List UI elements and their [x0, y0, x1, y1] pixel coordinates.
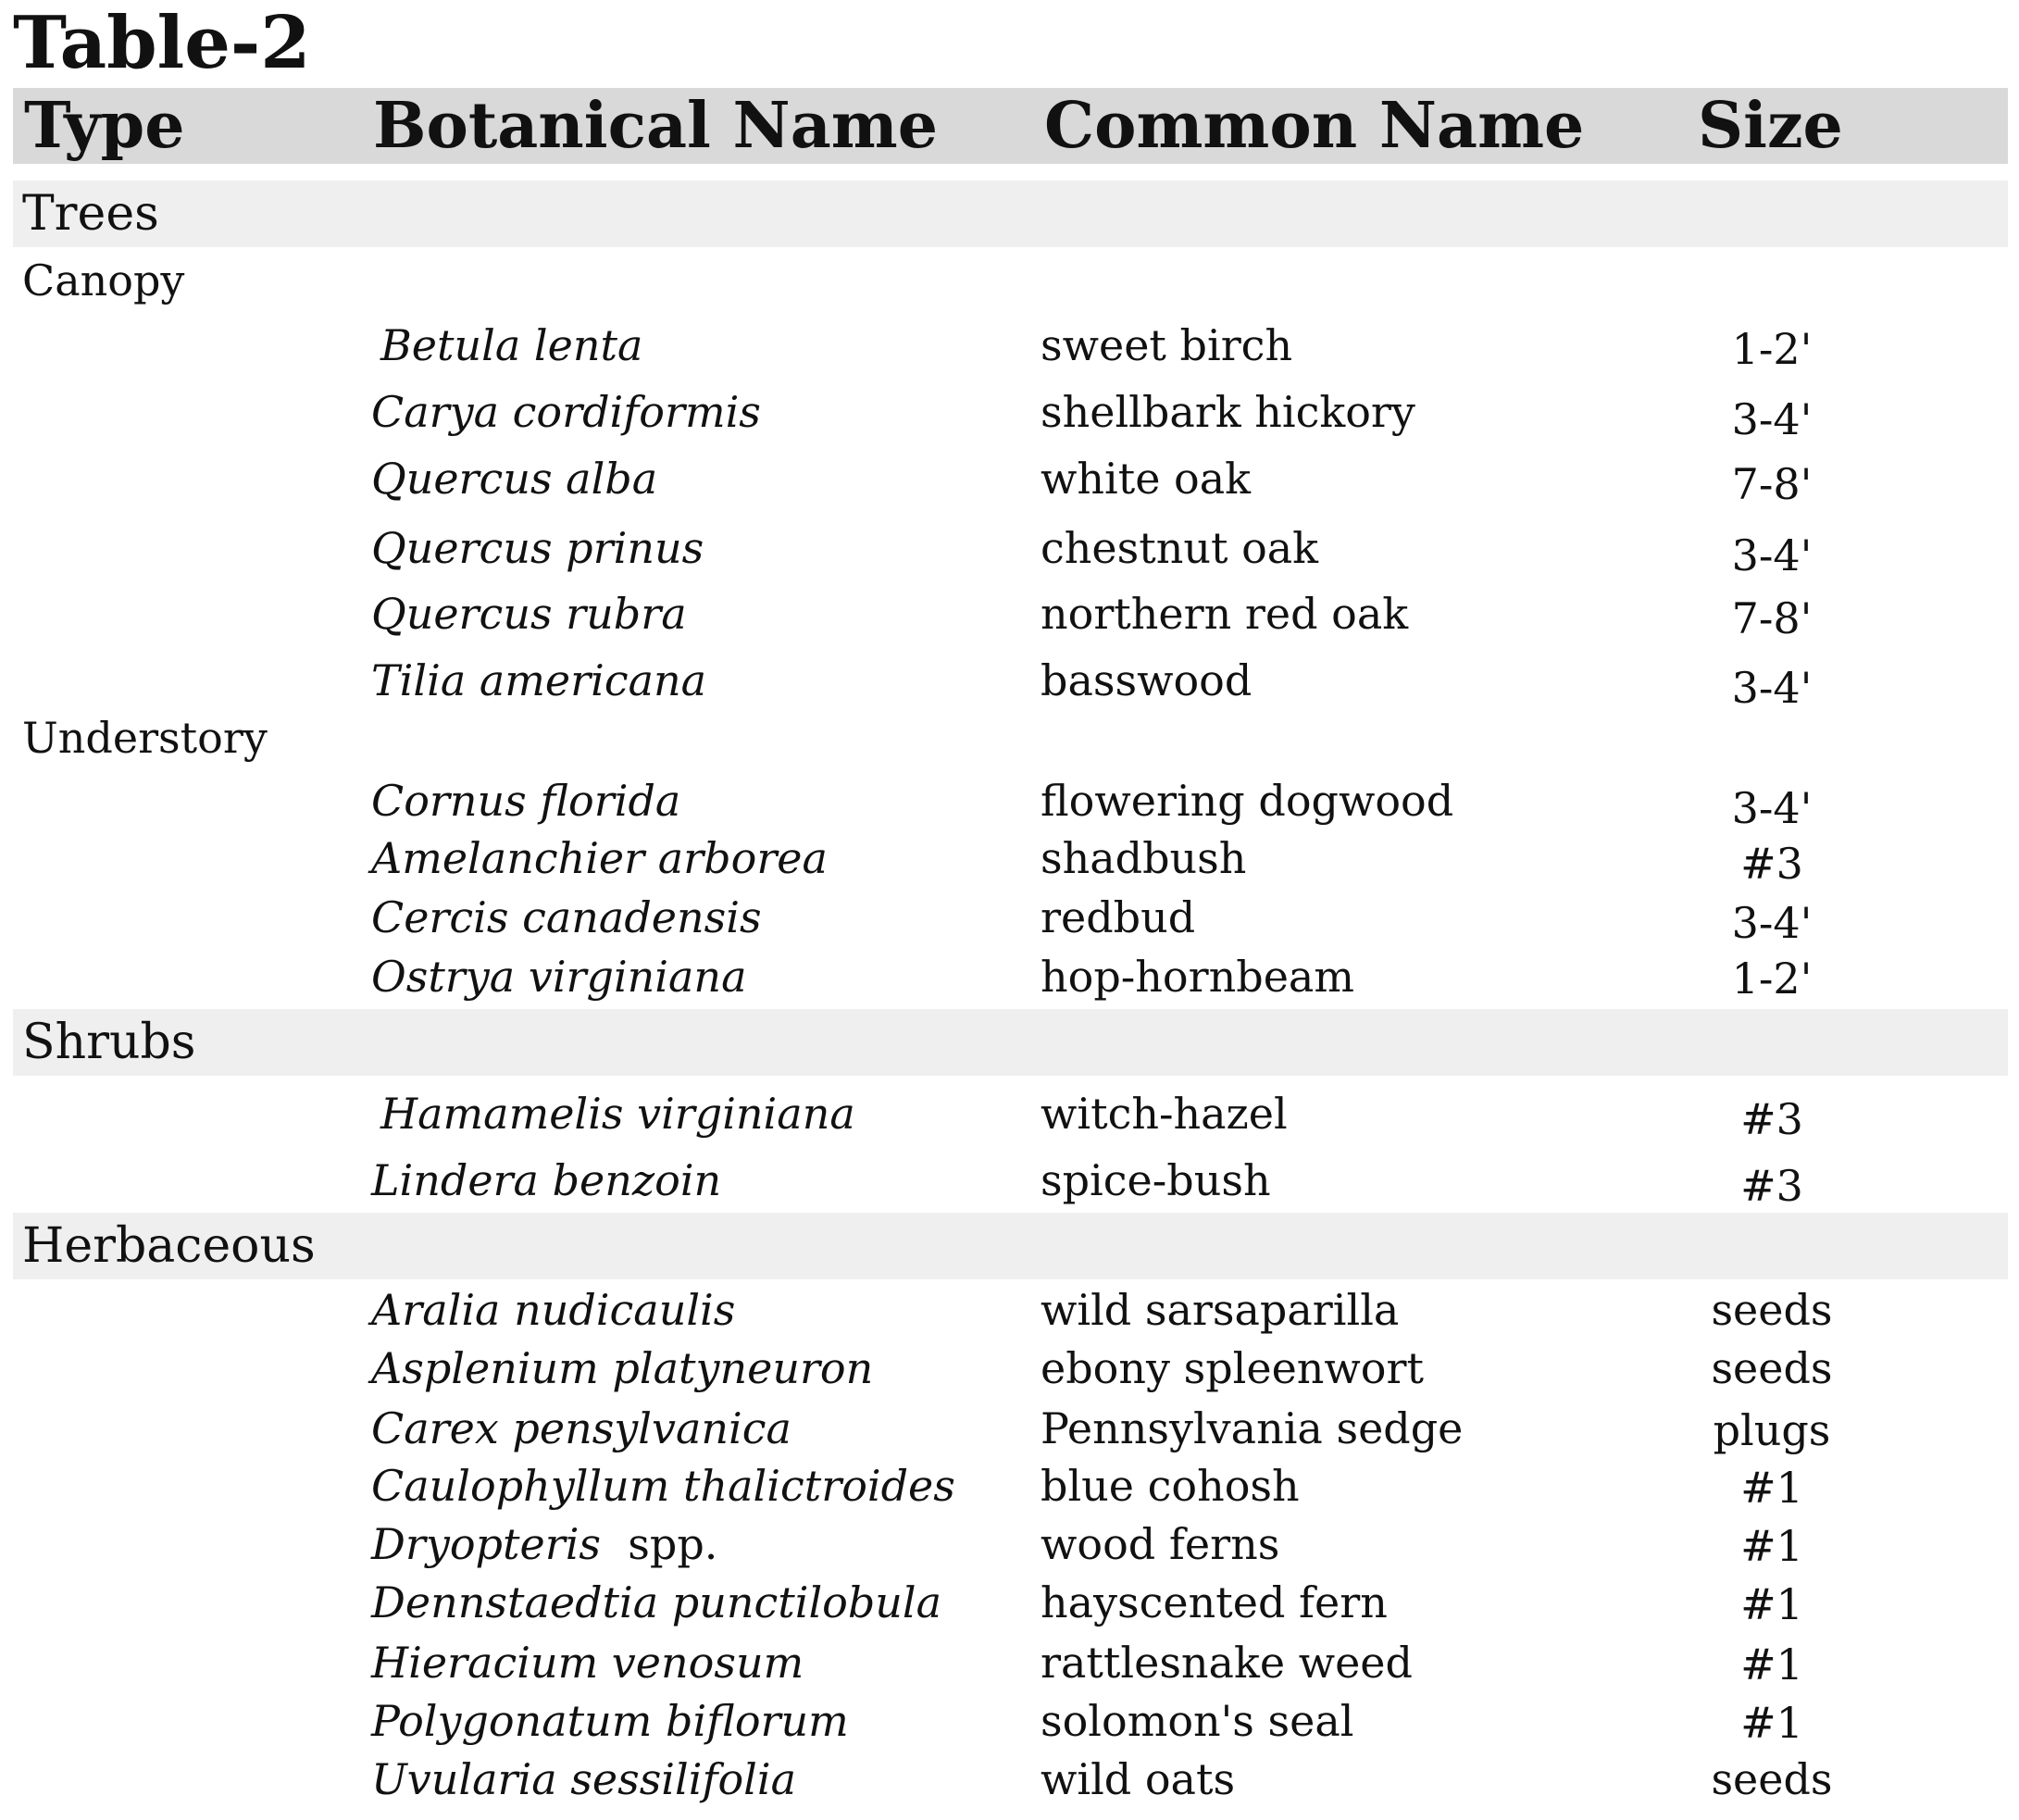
size-value: #1 [1740, 1639, 1803, 1689]
botanical-name: Carex pensylvanica [371, 1403, 791, 1453]
header-size: Size [1698, 89, 1843, 163]
group-label-trees: Trees [22, 186, 159, 242]
common-name: spice-bush [1041, 1155, 1271, 1205]
botanical-name: Uvularia sessilifolia [371, 1754, 797, 1804]
botanical-suffix: spp. [628, 1519, 718, 1569]
common-name: solomon's seal [1041, 1696, 1354, 1746]
botanical-name: Amelanchier arborea [371, 833, 828, 883]
botanical-name: Cornus florida [371, 776, 681, 826]
common-name: wild oats [1041, 1754, 1236, 1804]
common-name: northern red oak [1041, 589, 1409, 639]
size-value: 3-4' [1731, 898, 1813, 948]
size-value: 1-2' [1731, 954, 1813, 1003]
botanical-name: Hamamelis virginiana [380, 1089, 855, 1139]
botanical-name: Tilia americana [371, 655, 707, 705]
botanical-name: Cercis canadensis [371, 892, 762, 942]
common-name: rattlesnake weed [1041, 1638, 1413, 1688]
common-name: hop-hornbeam [1041, 952, 1354, 1002]
botanical-name: Quercus alba [371, 454, 658, 504]
size-value: seeds [1711, 1285, 1833, 1335]
botanical-name: Aralia nudicaulis [371, 1285, 736, 1335]
common-name: chestnut oak [1041, 523, 1319, 573]
common-name: ebony spleenwort [1041, 1343, 1424, 1393]
table-header [13, 88, 2008, 164]
size-value: #3 [1740, 1094, 1803, 1144]
size-value: #1 [1740, 1463, 1803, 1513]
botanical-name: Dennstaedtia punctilobula [371, 1577, 942, 1627]
common-name: redbud [1041, 892, 1196, 942]
common-name: shadbush [1041, 833, 1247, 883]
table-title: Table-2 [13, 1, 311, 85]
size-value: 7-8' [1731, 593, 1813, 643]
size-value: #3 [1740, 839, 1803, 889]
size-value: seeds [1711, 1343, 1833, 1393]
common-name: flowering dogwood [1041, 776, 1454, 826]
size-value: 7-8' [1731, 459, 1813, 509]
common-name: basswood [1041, 655, 1253, 705]
size-value: #1 [1740, 1521, 1803, 1571]
size-value: #3 [1740, 1161, 1803, 1211]
common-name: wood ferns [1041, 1519, 1280, 1569]
group-band-trees [13, 181, 2008, 247]
common-name: shellbark hickory [1041, 387, 1415, 437]
botanical-name: Hieracium venosum [371, 1638, 804, 1688]
botanical-name: Asplenium platyneuron [371, 1343, 874, 1393]
botanical-name: Carya cordiformis [371, 387, 761, 437]
common-name: Pennsylvania sedge [1041, 1403, 1464, 1453]
size-value: 1-2' [1731, 324, 1813, 374]
size-value: 3-4' [1731, 663, 1813, 713]
group-label-shrubs: Shrubs [22, 1015, 196, 1070]
common-name: witch-hazel [1041, 1089, 1288, 1139]
size-value: 3-4' [1731, 394, 1813, 444]
group-band-shrubs [13, 1009, 2008, 1076]
size-value: plugs [1713, 1405, 1831, 1455]
botanical-name: Quercus prinus [371, 523, 704, 573]
botanical-name: Polygonatum biflorum [371, 1696, 849, 1746]
size-value: #1 [1740, 1698, 1803, 1748]
common-name: hayscented fern [1041, 1577, 1388, 1627]
botanical-name: Quercus rubra [371, 589, 687, 639]
group-label-herbaceous: Herbaceous [22, 1218, 316, 1274]
botanical-name: Betula lenta [380, 320, 643, 370]
botanical-name: Caulophyllum thalictroides [371, 1461, 955, 1511]
header-botanical-name: Botanical Name [373, 89, 938, 163]
group-band-herbaceous [13, 1213, 2008, 1279]
botanical-name: Lindera benzoin [371, 1155, 722, 1205]
botanical-genus: Dryopteris [371, 1519, 602, 1569]
subgroup-label-understory: Understory [22, 713, 268, 763]
common-name: white oak [1041, 454, 1252, 504]
size-value: 3-4' [1731, 530, 1813, 580]
botanical-name [371, 1516, 717, 1572]
common-name: blue cohosh [1041, 1461, 1300, 1511]
size-value: #1 [1740, 1579, 1803, 1629]
size-value: seeds [1711, 1754, 1833, 1804]
header-type: Type [24, 89, 185, 163]
subgroup-label-canopy: Canopy [22, 256, 185, 305]
size-value: 3-4' [1731, 783, 1813, 833]
botanical-name: Ostrya virginiana [371, 952, 747, 1002]
common-name: sweet birch [1041, 320, 1293, 370]
common-name: wild sarsaparilla [1041, 1285, 1400, 1335]
header-common-name: Common Name [1044, 89, 1585, 163]
